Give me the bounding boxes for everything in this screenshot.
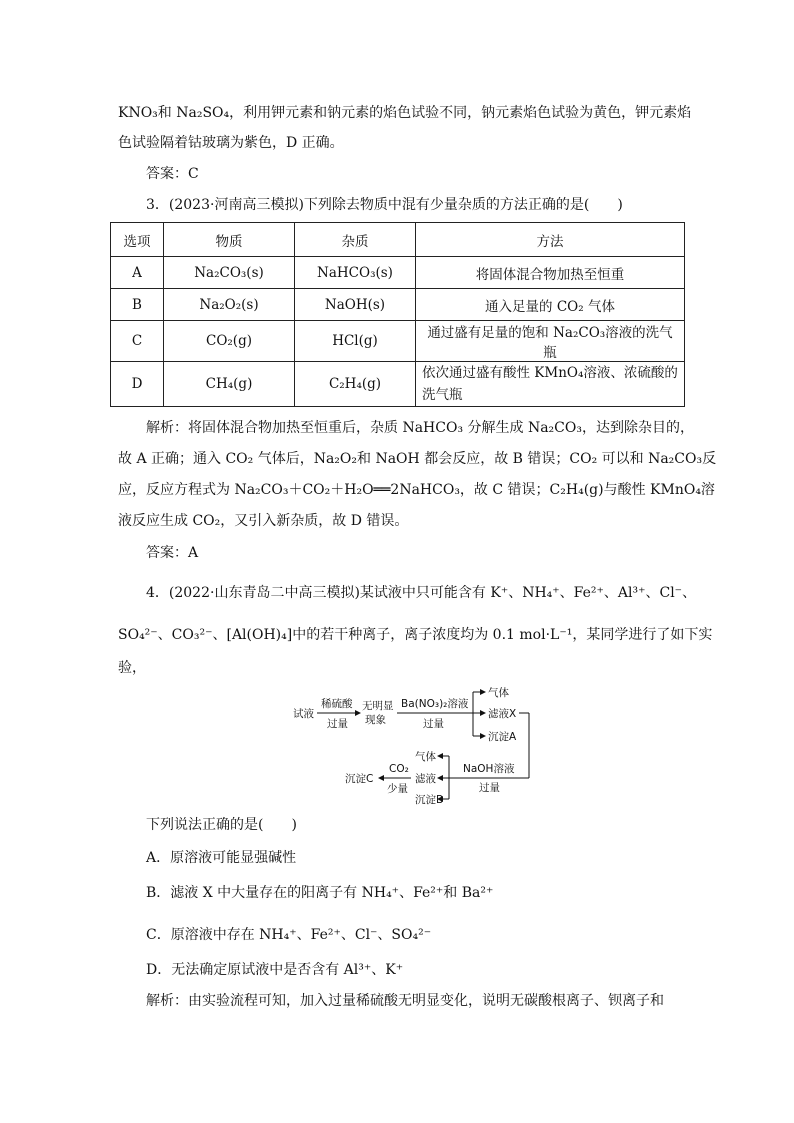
flow-label: 滤液 [415,773,436,785]
question-3-stem: 3．(2023·河南高三模拟)下列除去物质中混有少量杂质的方法正确的是( ) [146,197,623,213]
question-4-stem-3: 验， [118,660,146,676]
analysis-line: 解析：由实验流程可知，加入过量稀硫酸无明显变化，说明无碳酸根离子、钡离子和 [146,993,664,1009]
flow-label: 过量 [479,782,500,794]
table-cell: NaHCO₃(s) [295,257,416,289]
table-cell: HCl(g) [295,321,416,362]
table-cell: C [111,321,164,362]
table-cell: CO₂(g) [164,321,295,362]
table-header: 杂质 [295,223,416,257]
option-d: D．无法确定原试液中是否含有 Al³⁺、K⁺ [146,962,404,978]
flow-label: 气体 [488,687,509,699]
flow-label: 试液 [293,708,314,720]
analysis-line: 液反应生成 CO₂，又引入新杂质，故 D 错误。 [118,513,409,529]
flow-label: 稀硫酸 [321,698,353,710]
flow-label: NaOH溶液 [463,763,515,775]
flow-label: 少量 [387,783,408,795]
table-cell: 将固体混合物加热至恒重 [416,257,685,289]
flow-label: Ba(NO₃)₂溶液 [401,698,469,710]
table-cell: 通过盛有足量的饱和 Na₂CO₃溶液的洗气瓶 [416,321,685,362]
table-cell: 依次通过盛有酸性 KMnO₄溶液、浓硫酸的洗气瓶 [416,362,685,407]
table-cell: NaOH(s) [295,289,416,321]
table-header: 物质 [164,223,295,257]
answer-label: 答案：A [146,545,199,561]
table-cell: 通入足量的 CO₂ 气体 [416,289,685,321]
question-4-ask: 下列说法正确的是( ) [146,817,297,833]
table-header-row [111,223,685,257]
table-cell: A [111,257,164,289]
answer-label: 答案：C [146,166,199,182]
flow-label: 无明显 [362,700,394,712]
analysis-line: 解析：将固体混合物加热至恒重后，杂质 NaHCO₃ 分解生成 Na₂CO₃，达到除杂目的， [146,420,694,436]
flow-label: 现象 [365,714,386,726]
table-row [111,257,685,289]
table-cell: Na₂O₂(s) [164,289,295,321]
flow-label: 气体 [415,751,436,763]
table-row [111,362,685,407]
flow-label: 沉淀C [345,773,374,785]
table-cell: CH₄(g) [164,362,295,407]
flow-label: 沉淀B [415,794,444,806]
table-row [111,321,685,362]
options-table [110,222,685,407]
experiment-flowchart [285,680,535,810]
table-cell: C₂H₄(g) [295,362,416,407]
flow-label: 沉淀A [488,731,517,743]
table-header: 选项 [111,223,164,257]
table-header: 方法 [416,223,685,257]
flow-label: 滤液X [488,708,517,720]
analysis-line: 应，反应方程式为 Na₂CO₃＋CO₂＋H₂O══2NaHCO₃，故 C 错误；C₂H₄(g)与酸性 KMnO₄溶 [118,482,715,498]
table-row [111,289,685,321]
option-b: B．滤液 X 中大量存在的阳离子有 NH₄⁺、Fe²⁺和 Ba²⁺ [146,885,494,901]
analysis-line: 故 A 正确；通入 CO₂ 气体后，Na₂O₂和 NaOH 都会反应，故 B 错误；CO₂ 可以和 Na₂CO₃反 [118,451,717,467]
flow-label: 过量 [423,718,444,730]
option-c: C．原溶液中存在 NH₄⁺、Fe²⁺、Cl⁻、SO₄²⁻ [146,927,432,943]
intro-line-1: KNO₃和 Na₂SO₄，利用钾元素和钠元素的焰色试验不同，钠元素焰色试验为黄色，钾元素焰 [118,105,692,121]
option-a: A．原溶液可能显强碱性 [146,850,297,866]
intro-line-2: 色试验隔着钴玻璃为紫色，D 正确。 [118,135,344,151]
flow-label: 过量 [327,718,348,730]
flow-label: CO₂ [389,763,409,775]
table-cell: B [111,289,164,321]
table-cell: Na₂CO₃(s) [164,257,295,289]
question-4-stem: 4．(2022·山东青岛二中高三模拟)某试液中只可能含有 K⁺、NH₄⁺、Fe²⁺、Al³⁺、Cl⁻、 [146,585,697,601]
table-cell: D [111,362,164,407]
question-4-stem-2: SO₄²⁻、CO₃²⁻、[Al(OH)₄]中的若干种离子，离子浓度均为 0.1 mol·L⁻¹，某同学进行了如下实 [118,627,713,643]
